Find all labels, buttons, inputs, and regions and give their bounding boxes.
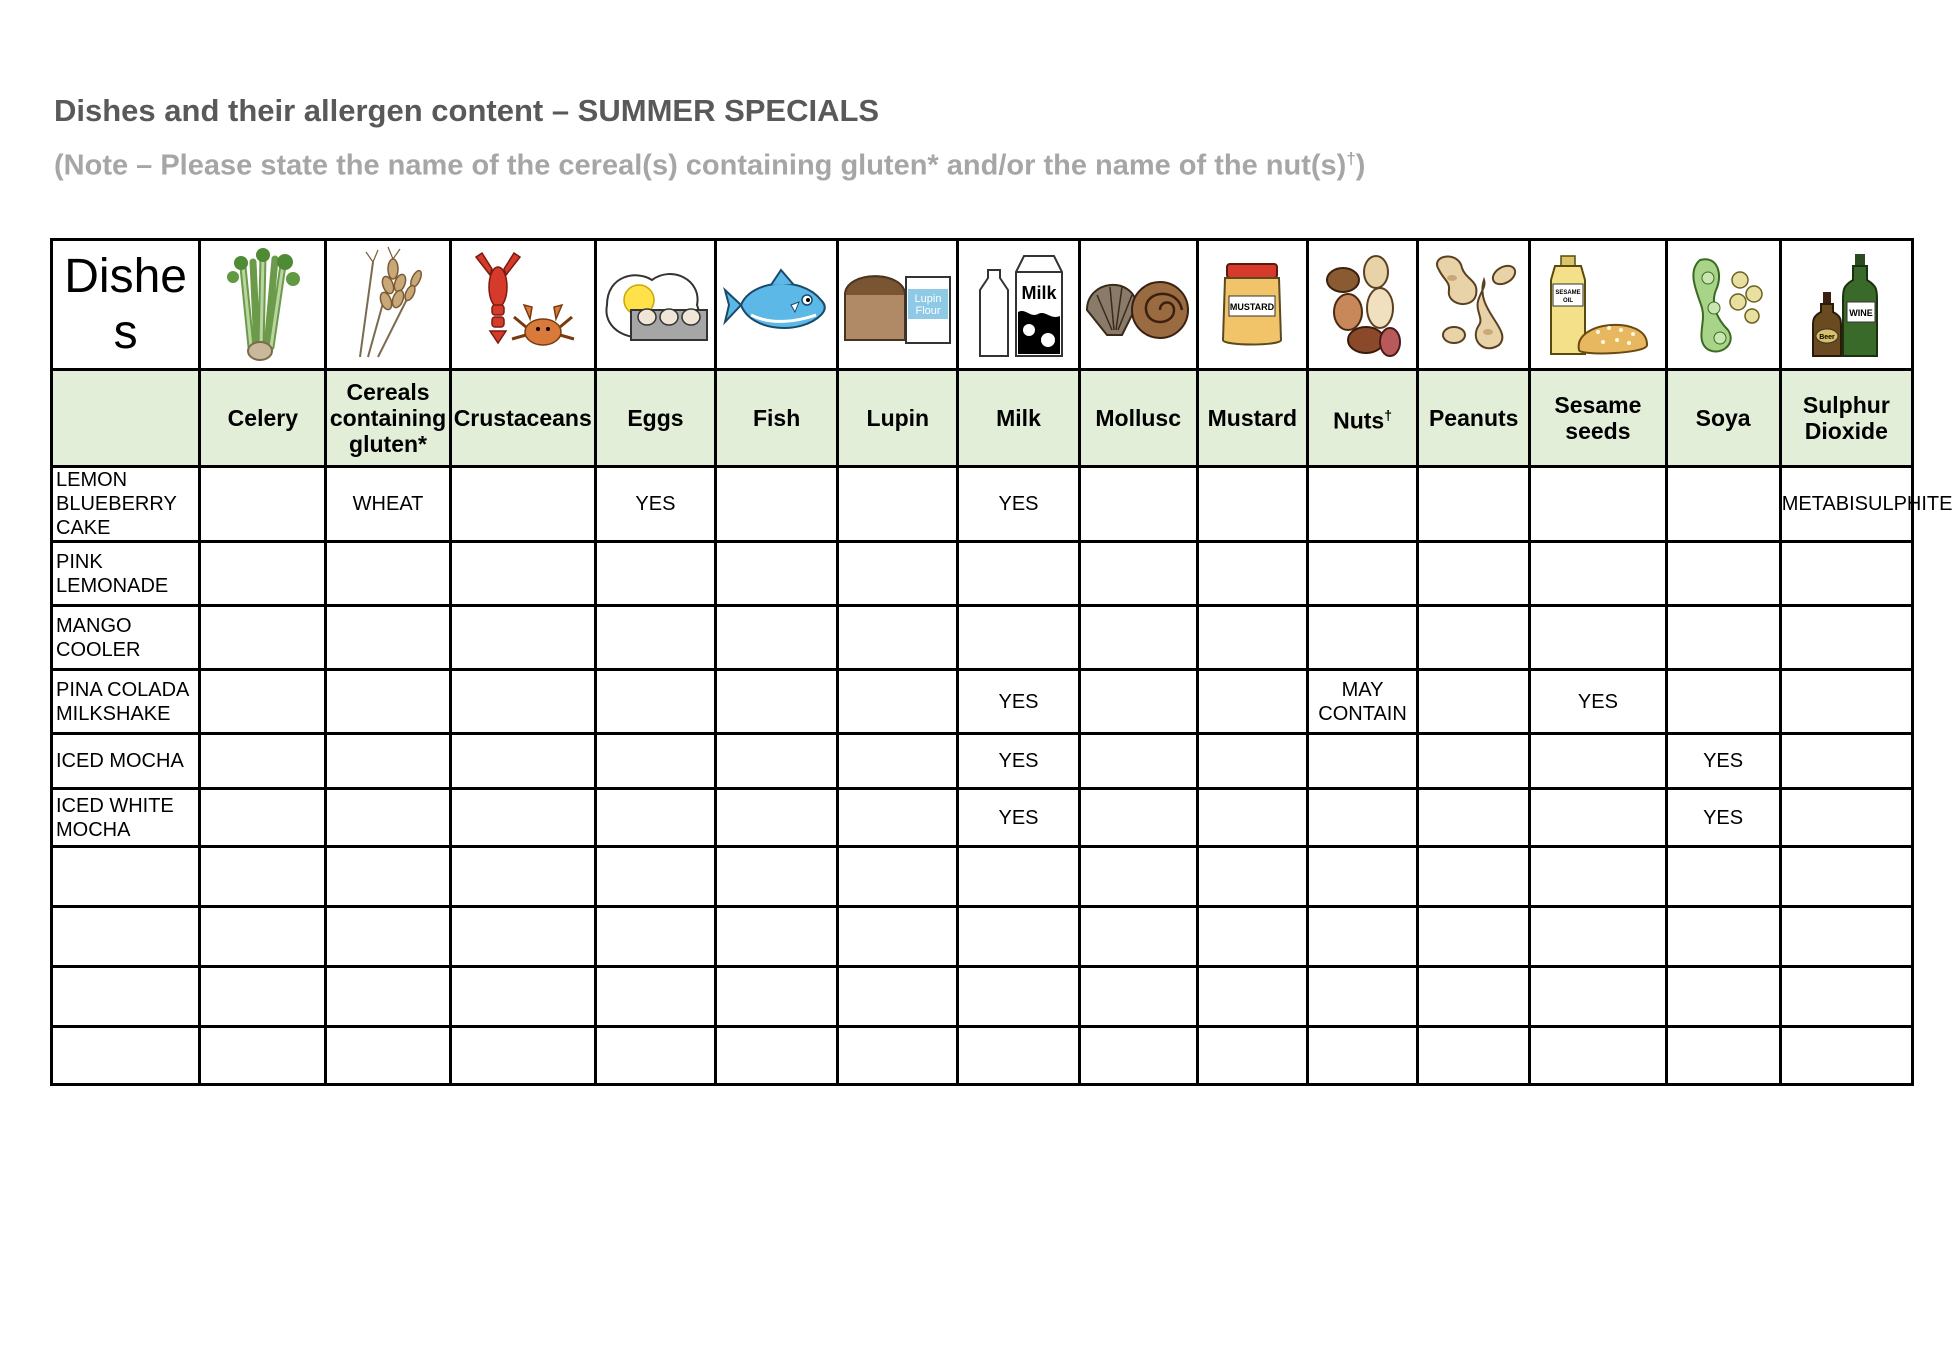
allergen-cell: METABISULPHITE bbox=[1780, 467, 1912, 542]
allergen-cell bbox=[595, 789, 715, 847]
dish-name-cell: ICED MOCHA bbox=[52, 734, 200, 789]
allergen-cell: YES bbox=[958, 670, 1079, 734]
wine-label: WINE bbox=[1849, 307, 1874, 318]
allergen-cell bbox=[958, 1027, 1079, 1085]
allergen-label: Milk bbox=[996, 405, 1041, 431]
allergen-cell bbox=[200, 789, 326, 847]
allergen-cell bbox=[1418, 670, 1530, 734]
allergen-cell bbox=[838, 670, 958, 734]
lupin-flour-label-1: Lupin bbox=[914, 292, 942, 305]
allergen-cell bbox=[1197, 542, 1307, 606]
allergen-cell bbox=[200, 847, 326, 907]
allergen-cell bbox=[326, 907, 450, 967]
allergen-cell bbox=[1530, 542, 1666, 606]
allergen-cell bbox=[326, 789, 450, 847]
allergen-cell bbox=[1307, 967, 1417, 1027]
allergen-cell bbox=[1418, 847, 1530, 907]
allergen-label: Peanuts bbox=[1428, 405, 1519, 431]
allergen-cell bbox=[200, 606, 326, 670]
allergen-cell bbox=[326, 967, 450, 1027]
allergen-cell bbox=[595, 907, 715, 967]
allergen-cell bbox=[1530, 734, 1666, 789]
allergen-cell bbox=[1197, 467, 1307, 542]
sesame-oil-label-2: OIL bbox=[1562, 297, 1573, 304]
table-row bbox=[52, 1027, 1913, 1085]
allergen-cell bbox=[1307, 467, 1417, 542]
allergen-cell bbox=[1418, 967, 1530, 1027]
allergen-cell bbox=[838, 606, 958, 670]
allergen-cell bbox=[716, 606, 838, 670]
wheat-icon bbox=[338, 247, 438, 362]
allergen-cell bbox=[450, 670, 595, 734]
icon-cell-nuts bbox=[1307, 240, 1417, 370]
sesame-oil-label-1: SESAME bbox=[1555, 289, 1581, 296]
mustard-jar-icon bbox=[1217, 260, 1287, 350]
table-row bbox=[52, 670, 1913, 734]
allergen-cell bbox=[1079, 789, 1197, 847]
allergen-cell bbox=[716, 907, 838, 967]
allergen-cell: YES bbox=[958, 467, 1079, 542]
allergen-cell: MAY CONTAIN bbox=[1307, 670, 1417, 734]
allergen-cell bbox=[1197, 847, 1307, 907]
allergen-cell bbox=[1418, 467, 1530, 542]
allergen-label: Crustaceans bbox=[453, 405, 592, 431]
allergen-name-0 bbox=[200, 370, 326, 467]
dish-name-cell bbox=[52, 1027, 200, 1085]
table-row bbox=[52, 847, 1913, 907]
allergen-cell bbox=[716, 789, 838, 847]
allergen-label: Fish bbox=[752, 405, 801, 431]
allergen-cell bbox=[1079, 847, 1197, 907]
dish-name-cell: PINA COLADA MILKSHAKE bbox=[52, 670, 200, 734]
allergen-cell bbox=[1530, 467, 1666, 542]
allergen-cell bbox=[1666, 1027, 1780, 1085]
allergen-cell bbox=[1780, 542, 1912, 606]
allergen-name-row bbox=[52, 370, 1913, 467]
allergen-cell bbox=[838, 1027, 958, 1085]
allergen-label: Nuts bbox=[1333, 407, 1385, 434]
sesame-icon bbox=[1543, 250, 1653, 360]
allergen-cell bbox=[1418, 789, 1530, 847]
fish-icon bbox=[721, 260, 833, 350]
allergen-cell bbox=[450, 1027, 595, 1085]
allergen-cell bbox=[200, 542, 326, 606]
icon-cell-fish bbox=[716, 240, 838, 370]
allergen-cell bbox=[1780, 907, 1912, 967]
allergen-cell bbox=[1197, 789, 1307, 847]
allergen-name-1 bbox=[326, 370, 450, 467]
allergen-cell bbox=[1780, 789, 1912, 847]
allergen-cell bbox=[595, 606, 715, 670]
allergen-cell bbox=[1197, 1027, 1307, 1085]
allergen-name-12 bbox=[1666, 370, 1780, 467]
lobster-crab-icon bbox=[468, 247, 578, 362]
allergen-cell bbox=[1307, 907, 1417, 967]
allergen-cell bbox=[838, 789, 958, 847]
page-title: Dishes and their allergen content – SUMMER SPECIALS bbox=[54, 93, 880, 128]
icon-cell-soya bbox=[1666, 240, 1780, 370]
icon-cell-mollusc bbox=[1079, 240, 1197, 370]
allergen-cell: YES bbox=[1666, 734, 1780, 789]
allergen-cell bbox=[200, 1027, 326, 1085]
allergen-cell bbox=[326, 670, 450, 734]
icon-cell-peanuts bbox=[1418, 240, 1530, 370]
note-text: (Note – Please state the name of the cereal(s) containing gluten* and/or the name of the nut(s) bbox=[54, 149, 1347, 182]
allergen-cell bbox=[1780, 847, 1912, 907]
allergen-cell bbox=[1666, 606, 1780, 670]
allergen-cell bbox=[716, 847, 838, 907]
allergen-cell bbox=[1307, 734, 1417, 789]
icon-cell-eggs bbox=[595, 240, 715, 370]
soya-icon bbox=[1678, 250, 1768, 360]
allergen-cell bbox=[595, 670, 715, 734]
allergen-label: Cereals containing gluten* bbox=[329, 379, 447, 457]
allergen-cell: YES bbox=[595, 467, 715, 542]
allergen-cell bbox=[838, 467, 958, 542]
icon-cell-sesame bbox=[1530, 240, 1666, 370]
allergen-cell bbox=[450, 542, 595, 606]
allergen-cell bbox=[1197, 907, 1307, 967]
icon-cell-crustaceans bbox=[450, 240, 595, 370]
wine-beer-icon bbox=[1811, 250, 1881, 360]
allergen-cell bbox=[1666, 467, 1780, 542]
dish-name-cell: ICED WHITE MOCHA bbox=[52, 789, 200, 847]
allergen-cell bbox=[1079, 606, 1197, 670]
icon-cell-celery bbox=[200, 240, 326, 370]
allergen-label: Celery bbox=[227, 405, 298, 431]
allergen-cell bbox=[1307, 542, 1417, 606]
allergen-cell bbox=[1418, 1027, 1530, 1085]
allergen-name-13 bbox=[1780, 370, 1912, 467]
allergen-cell bbox=[200, 734, 326, 789]
allergen-cell bbox=[450, 907, 595, 967]
allergen-cell bbox=[1197, 734, 1307, 789]
allergen-cell bbox=[838, 847, 958, 907]
icon-row bbox=[52, 240, 1913, 370]
icon-cell-mustard bbox=[1197, 240, 1307, 370]
allergen-cell bbox=[1780, 606, 1912, 670]
allergen-cell bbox=[716, 670, 838, 734]
peanut-icon bbox=[1424, 250, 1524, 360]
dishes-header bbox=[53, 249, 198, 361]
allergen-cell bbox=[1780, 1027, 1912, 1085]
allergen-name-9 bbox=[1307, 370, 1417, 467]
celery-icon bbox=[213, 247, 313, 362]
allergen-cell bbox=[1666, 670, 1780, 734]
allergen-cell bbox=[1307, 847, 1417, 907]
allergen-cell bbox=[1530, 1027, 1666, 1085]
allergen-cell bbox=[716, 542, 838, 606]
dishes-header-line2: s bbox=[113, 305, 138, 359]
allergen-cell bbox=[326, 606, 450, 670]
allergen-cell bbox=[200, 907, 326, 967]
allergen-label: Sesame seeds bbox=[1554, 392, 1642, 444]
allergen-table bbox=[50, 238, 1952, 1086]
lupin-flour-label-2: Flour bbox=[915, 304, 941, 317]
allergen-name-5 bbox=[838, 370, 958, 467]
allergen-label: Sulphur Dioxide bbox=[1802, 392, 1890, 444]
beer-label: Beer bbox=[1819, 333, 1836, 341]
allergen-cell bbox=[838, 907, 958, 967]
dishes-header-cell bbox=[52, 240, 200, 370]
allergen-label-suffix: † bbox=[1384, 407, 1392, 424]
allergen-cell bbox=[200, 967, 326, 1027]
allergen-cell bbox=[1307, 1027, 1417, 1085]
allergen-cell bbox=[595, 542, 715, 606]
allergen-cell bbox=[1530, 907, 1666, 967]
allergen-cell bbox=[1197, 967, 1307, 1027]
lupin-flour-icon bbox=[840, 265, 955, 345]
table-row bbox=[52, 789, 1913, 847]
allergen-cell bbox=[1079, 1027, 1197, 1085]
dish-name-cell: MANGO COOLER bbox=[52, 606, 200, 670]
allergen-cell bbox=[1666, 967, 1780, 1027]
allergen-cell bbox=[1418, 734, 1530, 789]
allergen-cell bbox=[1666, 847, 1780, 907]
dish-name-cell bbox=[52, 967, 200, 1027]
allergen-cell bbox=[595, 1027, 715, 1085]
allergen-cell bbox=[1079, 734, 1197, 789]
allergen-cell bbox=[1418, 907, 1530, 967]
icon-cell-cereals bbox=[326, 240, 450, 370]
page-note bbox=[54, 149, 1365, 183]
icon-cell-sulphur bbox=[1780, 240, 1912, 370]
allergen-cell bbox=[1666, 542, 1780, 606]
allergen-cell bbox=[450, 967, 595, 1027]
allergen-cell bbox=[595, 967, 715, 1027]
allergen-cell bbox=[595, 734, 715, 789]
allergen-cell bbox=[1530, 967, 1666, 1027]
allergen-cell bbox=[1079, 907, 1197, 967]
allergen-label: Lupin bbox=[866, 405, 930, 431]
dish-name-cell: PINK LEMONADE bbox=[52, 542, 200, 606]
table-row bbox=[52, 542, 1913, 606]
allergen-cell bbox=[1418, 606, 1530, 670]
note-close: ) bbox=[1355, 149, 1366, 182]
dish-name-cell: LEMON BLUEBERRY CAKE bbox=[52, 467, 200, 542]
allergen-cell bbox=[326, 847, 450, 907]
allergen-name-4 bbox=[716, 370, 838, 467]
icon-cell-milk bbox=[958, 240, 1079, 370]
allergen-label: Soya bbox=[1695, 405, 1751, 431]
note-dagger: † bbox=[1346, 149, 1356, 168]
allergen-label: Eggs bbox=[627, 405, 684, 431]
nuts-icon bbox=[1318, 250, 1408, 360]
allergen-cell bbox=[1780, 967, 1912, 1027]
allergen-cell bbox=[1307, 789, 1417, 847]
shell-icon bbox=[1082, 265, 1194, 345]
allergen-cell bbox=[1418, 542, 1530, 606]
allergen-cell bbox=[1079, 542, 1197, 606]
icon-cell-lupin bbox=[838, 240, 958, 370]
allergen-cell bbox=[1530, 606, 1666, 670]
allergen-cell bbox=[326, 542, 450, 606]
allergen-cell bbox=[958, 606, 1079, 670]
allergen-name-7 bbox=[1079, 370, 1197, 467]
allergen-name-3 bbox=[595, 370, 715, 467]
allergen-cell bbox=[326, 1027, 450, 1085]
allergen-cell bbox=[595, 847, 715, 907]
allergen-cell bbox=[1530, 789, 1666, 847]
dish-name-cell bbox=[52, 907, 200, 967]
allergen-cell bbox=[958, 542, 1079, 606]
milk-carton-label: Milk bbox=[1020, 282, 1057, 303]
allergen-cell bbox=[450, 606, 595, 670]
dishes-header-line1: Dishe bbox=[64, 249, 187, 303]
allergen-cell bbox=[200, 467, 326, 542]
allergen-cell bbox=[958, 847, 1079, 907]
mustard-jar-label: MUSTARD bbox=[1230, 301, 1275, 312]
allergen-name-2 bbox=[450, 370, 595, 467]
allergen-cell bbox=[958, 967, 1079, 1027]
allergen-cell: YES bbox=[958, 789, 1079, 847]
allergen-cell: WHEAT bbox=[326, 467, 450, 542]
egg-icon bbox=[597, 255, 717, 355]
allergen-cell: YES bbox=[1666, 789, 1780, 847]
allergen-cell bbox=[1079, 467, 1197, 542]
allergen-label: Mustard bbox=[1207, 405, 1298, 431]
allergen-name-6 bbox=[958, 370, 1079, 467]
table-row bbox=[52, 967, 1913, 1027]
allergen-cell bbox=[1197, 606, 1307, 670]
allergen-cell bbox=[1780, 734, 1912, 789]
allergen-cell bbox=[450, 467, 595, 542]
allergen-cell bbox=[326, 734, 450, 789]
allergen-cell bbox=[716, 1027, 838, 1085]
allergen-cell bbox=[1666, 907, 1780, 967]
allergen-cell bbox=[1530, 847, 1666, 907]
allergen-cell bbox=[450, 847, 595, 907]
allergen-cell bbox=[716, 734, 838, 789]
allergen-cell bbox=[450, 789, 595, 847]
table-row bbox=[52, 467, 1913, 542]
allergen-cell bbox=[1079, 670, 1197, 734]
allergen-cell bbox=[838, 734, 958, 789]
table-row bbox=[52, 907, 1913, 967]
table-row bbox=[52, 734, 1913, 789]
allergen-cell: YES bbox=[958, 734, 1079, 789]
allergen-name-10 bbox=[1418, 370, 1530, 467]
allergen-cell bbox=[716, 967, 838, 1027]
allergen-cell bbox=[200, 670, 326, 734]
allergen-cell bbox=[716, 467, 838, 542]
allergen-name-11 bbox=[1530, 370, 1666, 467]
allergen-cell bbox=[838, 967, 958, 1027]
dish-name-cell bbox=[52, 847, 200, 907]
allergen-label: Mollusc bbox=[1095, 405, 1181, 431]
table-row bbox=[52, 606, 1913, 670]
allergen-name-8 bbox=[1197, 370, 1307, 467]
allergen-cell bbox=[1197, 670, 1307, 734]
allergen-name-blank bbox=[52, 370, 200, 467]
allergen-cell bbox=[1780, 670, 1912, 734]
allergen-cell bbox=[450, 734, 595, 789]
allergen-cell: YES bbox=[1530, 670, 1666, 734]
allergen-cell bbox=[838, 542, 958, 606]
allergen-table-body bbox=[52, 240, 1952, 1085]
milk-icon bbox=[974, 250, 1064, 360]
allergen-cell bbox=[958, 907, 1079, 967]
allergen-cell bbox=[1307, 606, 1417, 670]
allergen-cell bbox=[1079, 967, 1197, 1027]
